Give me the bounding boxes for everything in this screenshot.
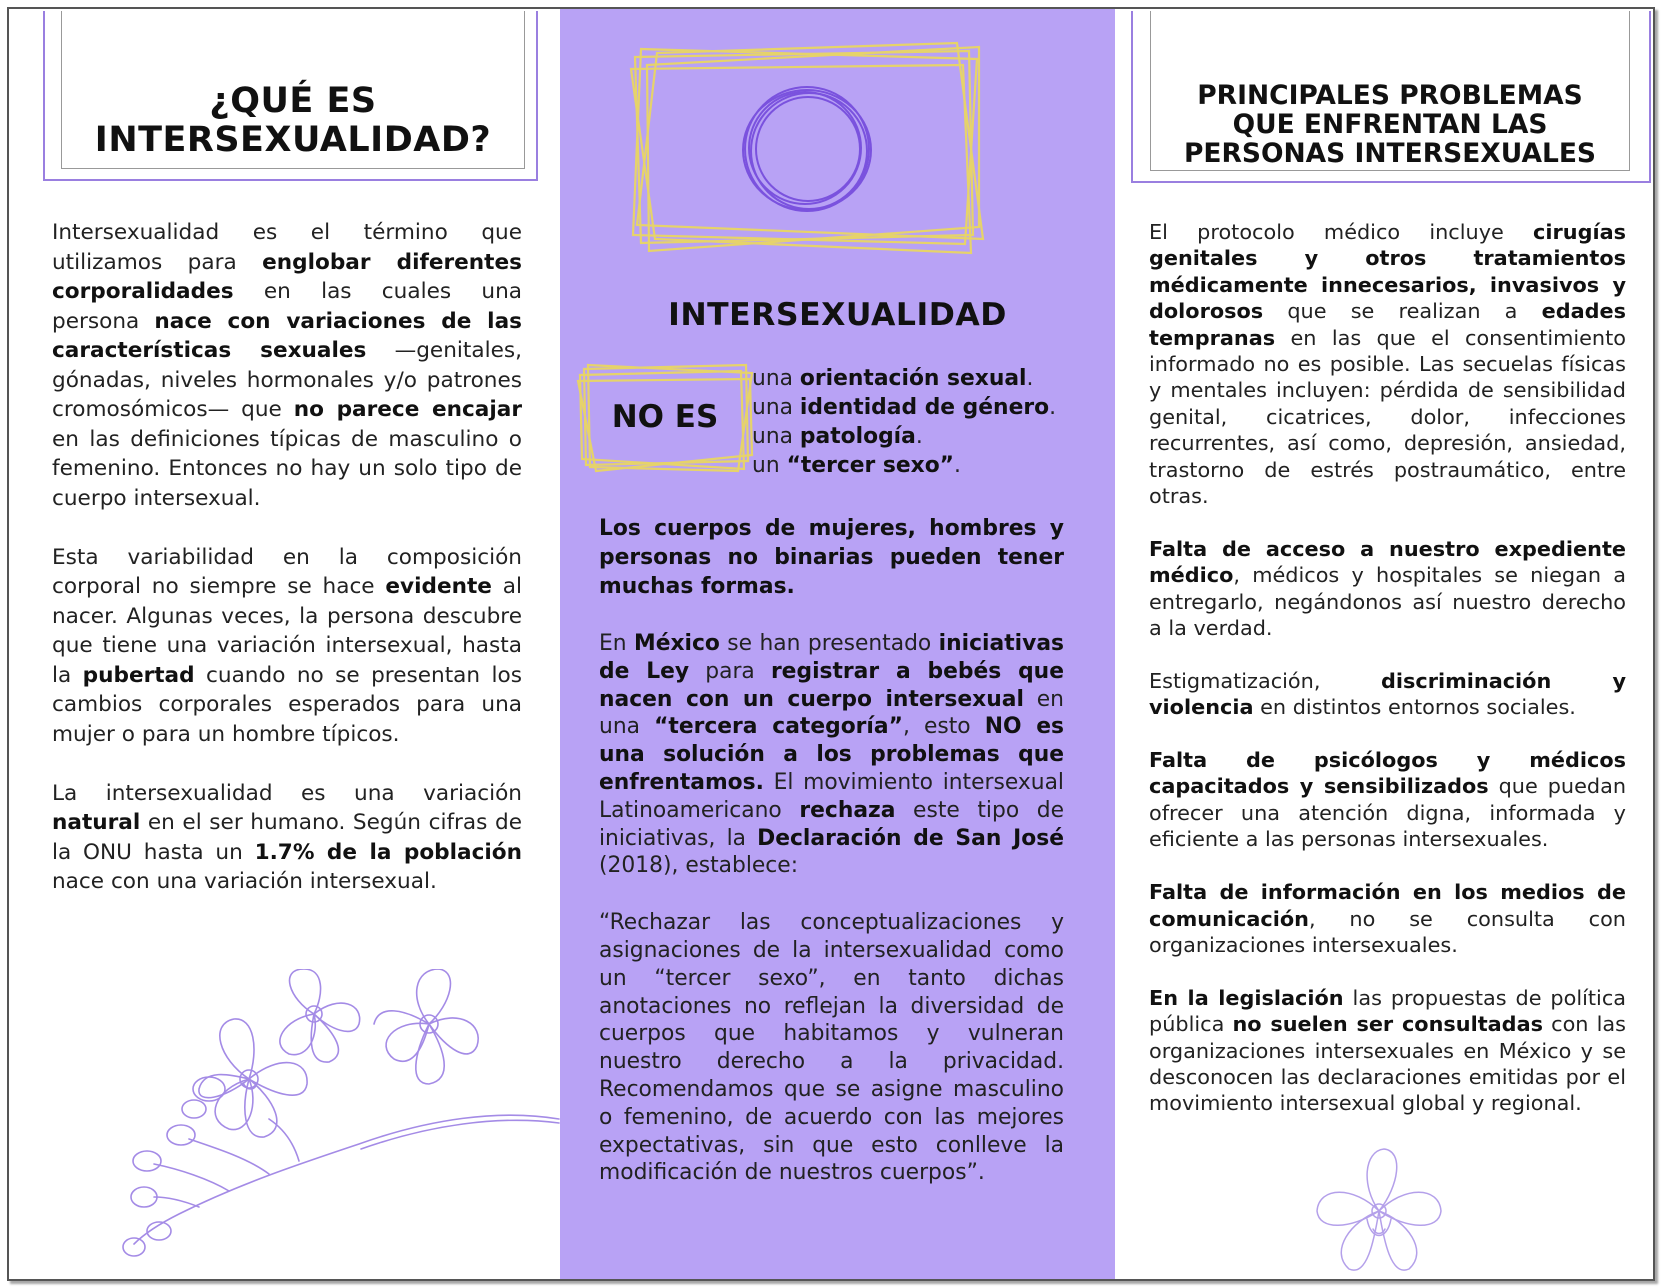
bold-text: cirugías genitales y otros tratamientos médicamente innecesarios, invasivos y dolorosos	[1149, 220, 1626, 324]
text: El protocolo médico incluye	[1149, 220, 1534, 244]
bold-text: evidente	[385, 574, 492, 599]
text: en el ser humano. Según cifras de la ONU hasta un	[52, 810, 522, 865]
text: En	[599, 631, 634, 656]
orchid-flower-icon	[1309, 1139, 1449, 1279]
text: una	[752, 395, 800, 420]
text: que se realizan a	[1263, 299, 1542, 324]
center-panel	[560, 9, 1115, 1281]
bold-text: nace con variaciones de las características sexuales	[52, 308, 522, 363]
scribble-frame-circle-icon	[627, 39, 987, 269]
text: .	[1049, 395, 1057, 420]
text: que puedan ofrecer una atención digna, informada y eficiente a las personas intersexuales.	[1149, 774, 1626, 852]
bold-text: México	[634, 631, 720, 656]
right-title-line1: PRINCIPALES PROBLEMAS	[1197, 80, 1583, 111]
bold-text: Falta de psicólogos y médicos capacitados y sensibilizados	[1149, 748, 1626, 799]
text: Esta variabilidad en la composición corporal no siempre se hace	[52, 544, 522, 599]
text: La intersexualidad es una variación	[52, 780, 522, 806]
bold-text: Declaración de San José	[757, 825, 1064, 851]
text: con las organizaciones intersexuales en México y se desconocen las declaraciones emitidas por el movimiento intersexual global y regional.	[1149, 1012, 1626, 1116]
text: este tipo de iniciativas, la	[599, 797, 1064, 851]
text: una	[752, 424, 800, 449]
right-column	[1149, 219, 1626, 1143]
bold-text: registrar a bebés que nacen con un cuerpo intersexual	[599, 658, 1064, 712]
bold-text: englobar diferentes corporalidades	[52, 249, 523, 304]
text: Estigmatización,	[1149, 668, 1381, 693]
bold-text: edades tempranas	[1149, 299, 1626, 350]
bold-text: Falta de acceso a nuestro expediente médico	[1149, 536, 1626, 588]
bold-text: “tercera categoría”	[654, 714, 903, 740]
right-title-line3: PERSONAS INTERSEXUALES	[1183, 138, 1597, 169]
bold-text: orientación sexual	[799, 366, 1027, 391]
bold-text: no parece encajar	[293, 397, 522, 422]
text: cuando no se presentan los cambios corporales esperados para una mujer o para un hombre típicos.	[52, 662, 522, 747]
left-column	[52, 218, 522, 926]
bold-text: patología	[799, 424, 916, 449]
text: las propuestas de política pública	[1149, 985, 1627, 1037]
text: El movimiento intersexual Latinoamericano	[599, 769, 1064, 823]
bold-text: Falta de información en los medios de comunicación	[1149, 880, 1626, 931]
no-es-item	[752, 422, 1056, 451]
text: en las que el consentimiento informado no es posible. Las secuelas físicas y mentales incluyen: pérdida de sensibilidad genital, cicatrices, dolor, infecciones recurrentes, así como, depresión, ansiedad, trastorno de estrés postraumático, entre otras.	[1149, 325, 1626, 509]
text: .	[915, 424, 923, 449]
center-paragraph-1: Los cuerpos de mujeres, hombres y personas no binarias pueden tener muchas formas.	[599, 516, 1064, 599]
right-title-line2: QUE ENFRENTAN LAS	[1232, 109, 1548, 140]
text: una	[752, 366, 800, 391]
center-paragraph-2	[599, 630, 1064, 880]
right-paragraph-5	[1149, 879, 1626, 958]
bold-text: 1.7% de la población	[254, 839, 522, 865]
no-es-item	[752, 451, 1056, 480]
right-paragraph-1	[1149, 219, 1626, 509]
text: se han presentado	[719, 631, 939, 656]
left-paragraph-3	[52, 779, 522, 897]
right-paragraph-4	[1149, 747, 1626, 853]
text: .	[1026, 366, 1034, 391]
no-es-label: NO ES	[611, 399, 719, 435]
text: .	[954, 453, 961, 478]
center-title: INTERSEXUALIDAD	[668, 297, 1007, 333]
bold-text: identidad de género	[799, 395, 1050, 420]
bold-text: rechaza	[799, 797, 896, 823]
text: en las definiciones típicas de masculino o femenino. Entonces no hay un solo tipo de cuerpo intersexual.	[52, 426, 522, 511]
text: Intersexualidad es el término que utilizamos para	[52, 220, 522, 275]
bold-text: discriminación y violencia	[1149, 668, 1627, 720]
left-title-line1: ¿QUÉ ES	[209, 81, 377, 121]
text: , médicos y hospitales se niegan a entregarlo, negándonos así nuestro derecho a la verdad.	[1149, 563, 1626, 641]
no-es-item	[752, 364, 1056, 393]
bold-text: En la legislación	[1149, 985, 1344, 1010]
center-column	[599, 514, 1064, 1216]
text: en una	[599, 686, 1064, 740]
brochure-page	[7, 7, 1655, 1281]
text: al nacer. Algunas veces, la persona descubre que tiene una variación intersexual, hasta la	[52, 574, 522, 688]
bold-text: iniciativas de Ley	[599, 631, 1065, 684]
bold-text: “tercer sexo”	[786, 453, 954, 478]
left-paragraph-1	[52, 218, 522, 513]
text: un	[752, 453, 787, 478]
bold-text: no suelen ser consultadas	[1232, 1012, 1543, 1037]
no-es-list	[752, 364, 1056, 480]
text: —genitales, gónadas, niveles hormonales y/o patrones cromosómicos— que	[52, 338, 522, 422]
text: (2018), establece:	[599, 853, 799, 879]
left-paragraph-2	[52, 543, 522, 750]
center-quote: “Rechazar las conceptualizaciones y asignaciones de la intersexualidad como un “tercer sexo”, en tanto dichas anotaciones no reflejan la diversidad de cuerpos que habitamos y vulneran nuestro derecho a la privacidad. Recomendamos que se asigne masculino o femenino, de acuerdo con las mejores expectativas, sin que esto conlleve la modificación de nuestros cuerpos”.	[599, 910, 1064, 1186]
text: , no se consulta con organizaciones intersexuales.	[1149, 906, 1626, 957]
left-title	[61, 82, 525, 160]
left-title-line2: INTERSEXUALIDAD?	[94, 120, 492, 160]
bold-text: natural	[52, 810, 141, 835]
text: en las cuales una persona	[52, 279, 522, 334]
right-title	[1150, 81, 1630, 168]
right-paragraph-2	[1149, 536, 1626, 642]
text: en distintos entornos sociales.	[1253, 695, 1576, 720]
right-paragraph-3	[1149, 668, 1626, 721]
text: , esto	[902, 714, 985, 740]
bold-text: pubertad	[82, 662, 195, 688]
orchid-branch-icon	[99, 969, 569, 1269]
right-paragraph-6	[1149, 985, 1626, 1117]
text: nace con una variación intersexual.	[52, 869, 437, 894]
text: para	[689, 658, 771, 684]
bold-text: NO es una solución a los problemas que enfrentamos.	[599, 714, 1064, 795]
no-es-item	[752, 393, 1056, 422]
